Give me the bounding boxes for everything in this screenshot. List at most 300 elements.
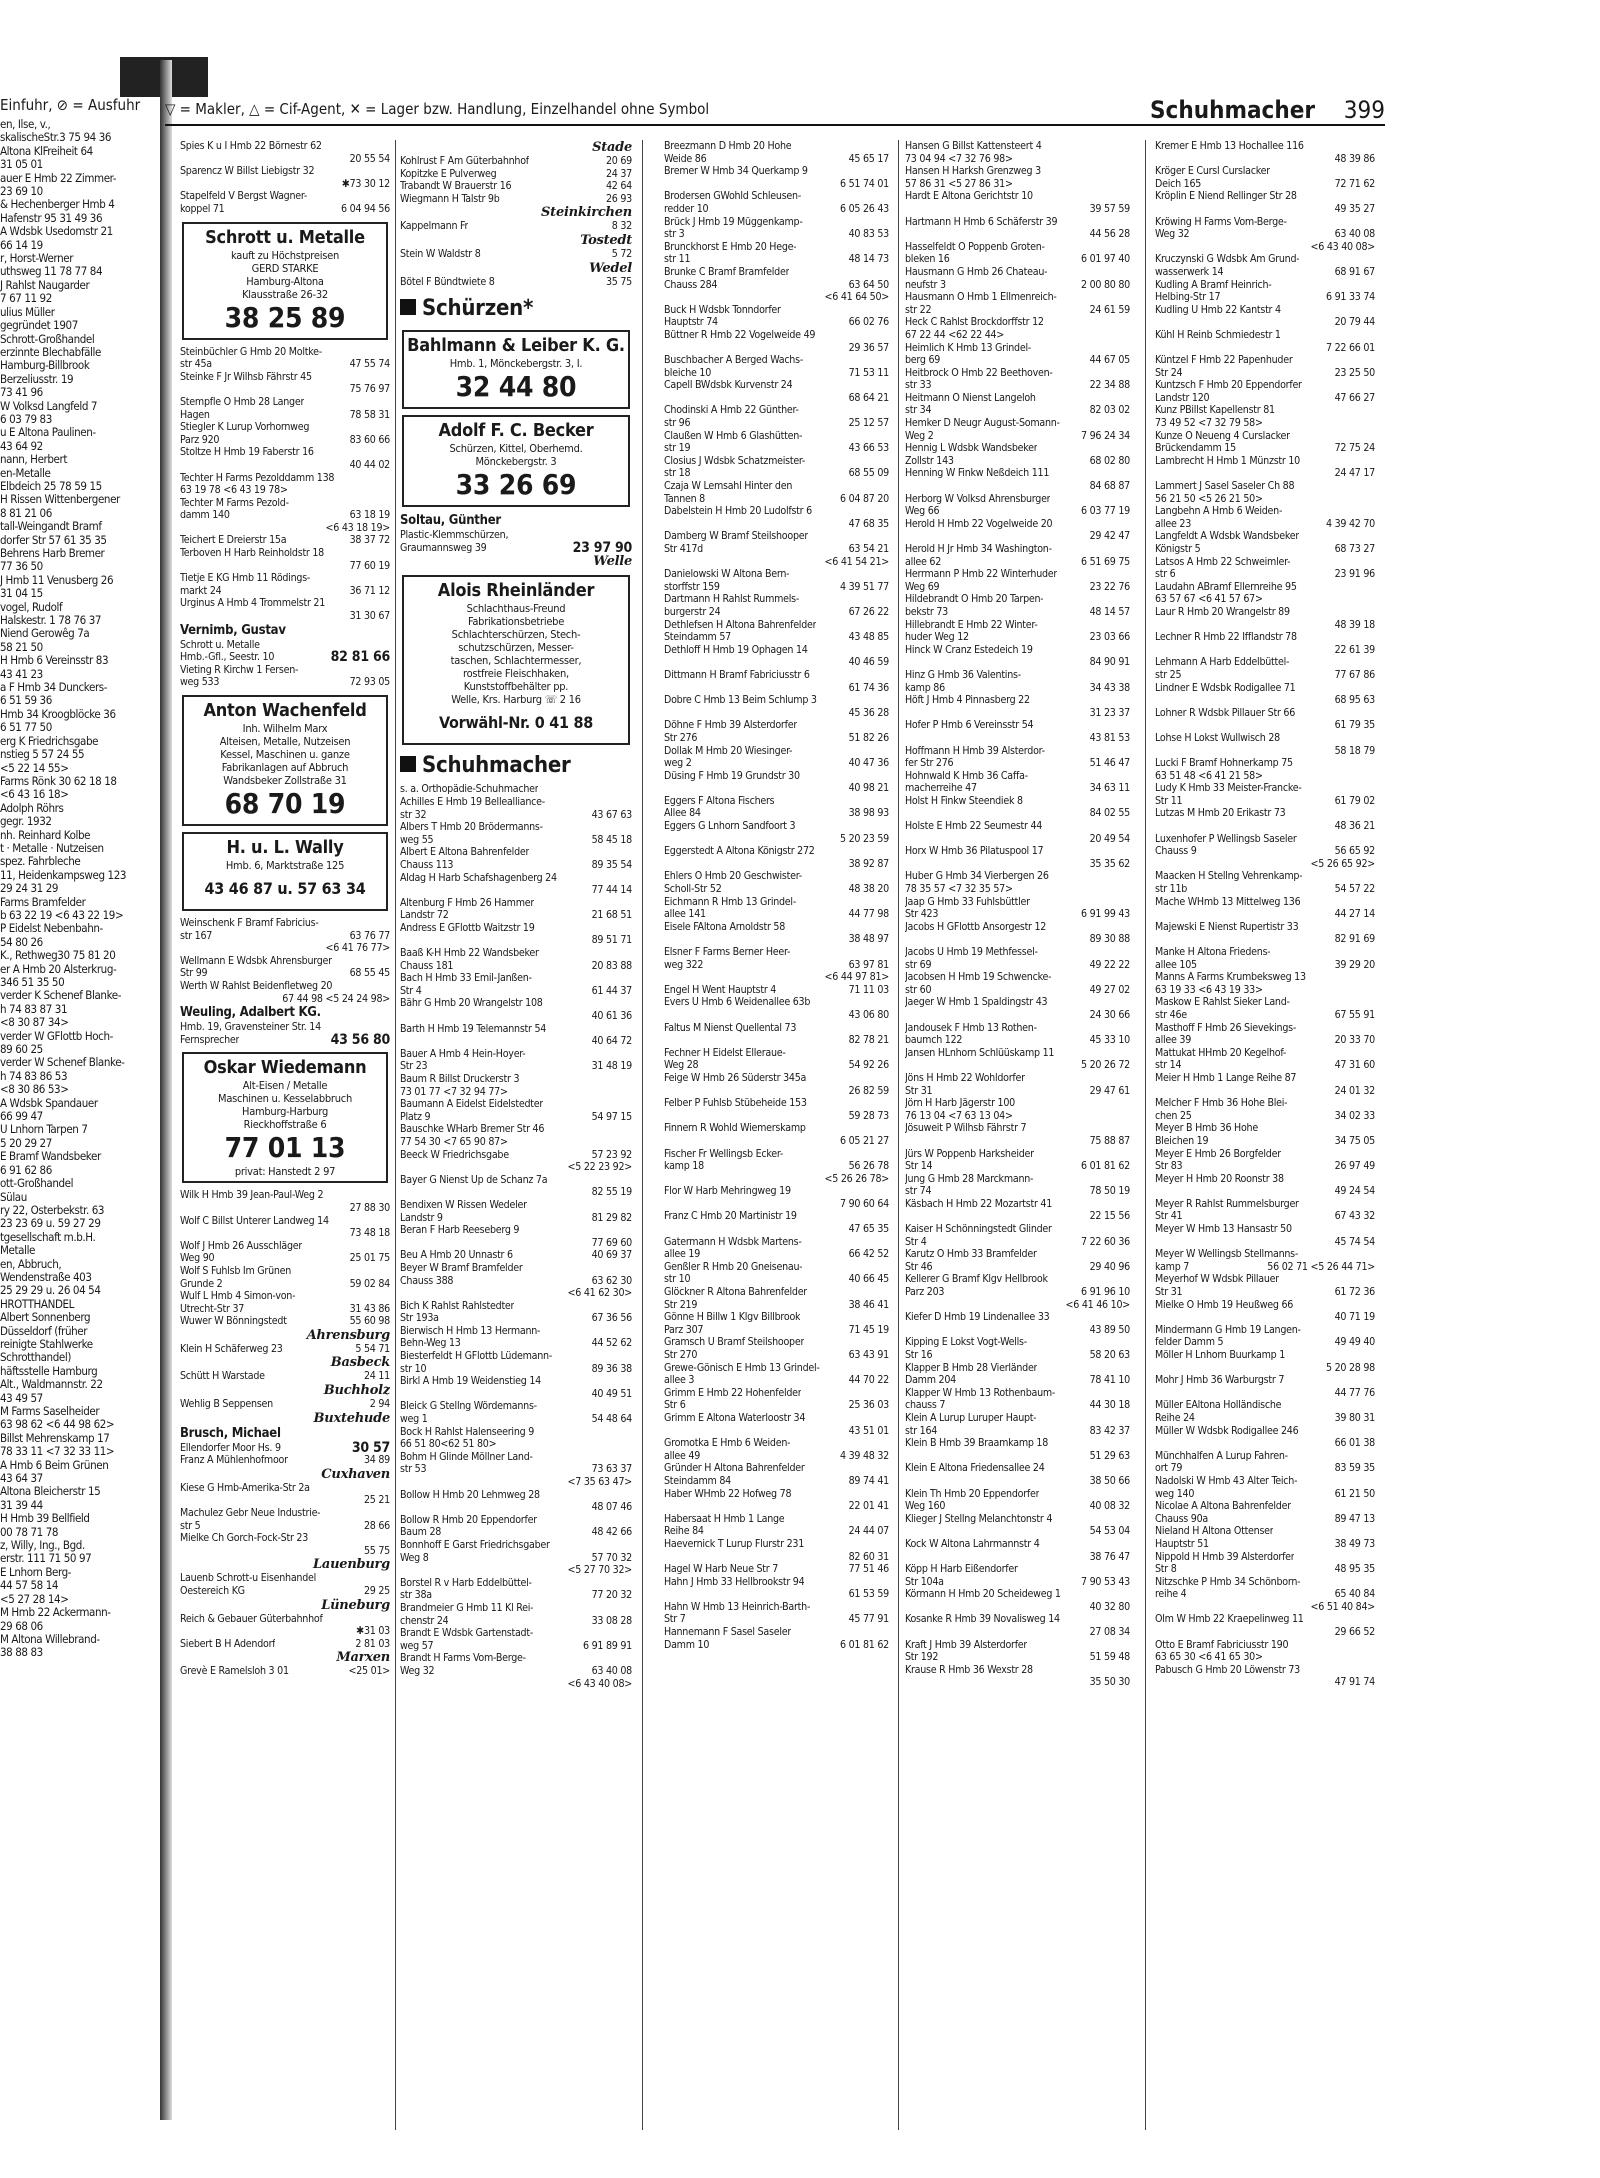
listing-phone [1126,140,1130,153]
listing-entry [905,216,1130,229]
listing-name: Lehmann A Harb Eddelbüttel- [1155,656,1290,669]
listing-entry [905,178,1130,191]
book-gutter [160,60,172,2120]
listing-phone [885,1311,889,1324]
listing-entry [664,1626,889,1639]
listing-phone: 63 97 81 [848,958,889,971]
listing-phone: 77 60 19 [349,559,390,572]
listing-name: Buschbacher A Berged Wachs- [664,354,804,367]
listing-entry [180,1189,390,1202]
listing-name: allee 49 [664,1449,701,1462]
listing-entry [905,1034,1130,1047]
listing-phone: 38 50 66 [1089,1474,1130,1487]
ad-text: rostfreie Fleischhaken, [463,667,569,681]
listing-entry [1155,1551,1375,1564]
listing-phone [1126,644,1130,657]
listing-name: str 164 [905,1424,938,1437]
listing-phone [1371,216,1375,229]
listing-phone [1126,870,1130,883]
facing-page-line: 7 67 11 92 [0,291,52,306]
listing-phone: 49 22 22 [1089,958,1130,971]
listing-phone [628,1086,632,1099]
listing-name: allee 3 [664,1374,695,1387]
listing-name: Albers T Hmb 20 Brödermanns- [400,821,543,834]
listing-name: Schrott u. Metalle [180,638,260,651]
listing-name: Str 16 [905,1349,933,1361]
listing-name: Gönne H Billw 1 Klgv Billbrook [664,1311,801,1324]
listing-entry [400,1300,632,1313]
listing-phone: 89 35 54 [591,858,632,871]
listing-entry [905,921,1130,934]
listing-name: Hansen H Harksh Grenzweg 3 [905,165,1041,178]
listing-phone [1126,1273,1130,1286]
listing-entry [905,619,1130,632]
listing-entry [1155,1160,1375,1173]
listing-name: Evers U Hmb 6 Weidenallee 63b [664,996,811,1009]
listing-name: Jösuweit P Wilhsb Fährstr 7 [905,1122,1027,1135]
listing-phone [386,955,390,968]
listing-name: Sparencz W Billst Liebigstr 32 [180,165,315,178]
listing-phone: 72 71 62 [1334,177,1375,190]
listing-phone: 44 56 28 [1089,228,1130,241]
listing-phone [386,1240,390,1253]
listing-phone: <6 41 76 77> [325,942,390,955]
listing-entry [1155,656,1375,669]
listing-name: Nitzschke P Hmb 34 Schönborn- [1155,1575,1301,1588]
listing-phone [1371,1248,1375,1261]
listing-name: Weg 32 [1155,228,1190,241]
listing-name: Weinschenk F Bramf Fabricius- [180,917,319,929]
listing-phone: 40 98 21 [848,782,889,795]
town-heading: Cuxhaven [321,1466,390,1482]
listing-name: str 46e [1155,1008,1187,1021]
listing-name: Chauss 388 [400,1274,454,1287]
listing-entry [905,241,1130,254]
listing-entry [905,480,1130,493]
listing-entry [664,1085,889,1098]
listing-entry [1155,1009,1375,1022]
listing-phone [628,997,632,1010]
listing-phone: 49 24 54 [1334,1185,1375,1198]
listing-entry [664,1425,889,1438]
listing-entry [664,770,889,783]
listing-entry [664,1576,889,1589]
listing-name: Wolf C Billst Unterer Landweg 14 [180,1214,329,1227]
listing-phone [1126,493,1130,506]
listing-name: Jandousek F Hmb 13 Rothen- [905,1021,1037,1034]
listing-phone: 40 66 45 [848,1273,889,1286]
listing-phone [386,446,390,459]
listing-name: Genßler R Hmb 20 Gneisenau- [664,1260,803,1273]
listing-phone [1371,1475,1375,1488]
advertisement-box [182,695,388,826]
listing-entry [905,530,1130,543]
listing-entry [905,442,1130,455]
listing-name: chauss 7 [905,1399,946,1412]
listing-phone [885,996,889,1009]
listing-entry [905,707,1130,720]
ad-phone: 38 25 89 [224,300,346,334]
listing-phone [386,396,390,409]
listing-name: Hartmann H Hmb 6 Schäferstr 39 [905,215,1058,228]
listing-entry [1155,1462,1375,1475]
listing-phone: 38 98 93 [848,807,889,820]
town-heading: Tostedt [580,232,632,248]
listing-entry [664,442,889,455]
listing-name: Bohm H Glinde Möllner Land- [400,1450,533,1463]
listing-phone: 6 03 77 19 [1080,505,1130,518]
listing-entry [400,872,632,885]
listing-entry [905,556,1130,569]
listing-phone [1371,1551,1375,1564]
town-heading: Steinkirchen [541,205,632,221]
listing-name: Franz C Hmb 20 Martinistr 19 [664,1210,797,1223]
listing-name: huder Weg 12 [905,631,969,644]
facing-page-line: r, Horst-Werner [0,251,74,266]
facing-page-line: Düsseldorf (früher [0,1323,88,1338]
listing-phone [1371,996,1375,1009]
listing-entry [1155,782,1375,795]
listing-entry [664,1437,889,1450]
listing-phone [1126,669,1130,682]
listing-entry [664,1588,889,1601]
town-heading: Welle [593,554,632,570]
listing-phone [1126,820,1130,833]
listing-name: Döhne F Hmb 39 Alsterdorfer [664,719,797,732]
listing-entry [664,1148,889,1161]
listing-phone: 38 92 87 [848,857,889,870]
listing-phone [1371,329,1375,342]
listing-name: Platz 9 [400,1110,431,1123]
listing-entry [180,664,390,677]
listing-entry [1155,1563,1375,1576]
listing-name: Helbing-Str 17 [1155,291,1221,304]
listing-phone: 66 02 76 [848,316,889,329]
listing-name: Czaja W Lemsahl Hinter den [664,480,793,493]
listing-entry [1155,1059,1375,1072]
listing-name: Baum R Billst Druckerstr 3 [400,1073,520,1085]
listing-name: Steinbüchler G Hmb 20 Moltke- [180,345,322,358]
town-heading: Wedel [589,260,632,276]
listing-name: Fechner H Eidelst Elleraue- [664,1046,786,1059]
listing-phone [628,1577,632,1590]
listing-name: Kock W Altona Lahrmannstr 4 [905,1537,1040,1550]
listing-phone [1371,1500,1375,1513]
ad-text: Kunststoffbehälter pp. [463,680,569,694]
listing-entry [905,1664,1130,1677]
listing-entry [180,610,390,623]
bold-listing-name: Soltau, Günther [400,513,501,529]
listing-entry [905,1336,1130,1349]
ad-title: H. u. L. Wally [226,837,344,858]
listing-entry [1155,342,1375,355]
listing-entry [905,329,1130,342]
listing-entry [664,1601,889,1614]
listing-phone: 24 30 66 [1089,1008,1130,1021]
listing-phone: <6 43 40 08> [567,1677,632,1690]
facing-page-line: en, Abbruch, [0,1256,62,1271]
listing-entry [400,1312,632,1325]
listing-entry [905,807,1130,820]
listing-entry [664,253,889,266]
listing-phone [1126,266,1130,279]
listing-phone [885,455,889,468]
facing-page-line: Albert Sonnenberg [0,1310,91,1325]
listing-phone: 82 55 19 [591,1186,632,1199]
listing-name: Kuntzsch F Hmb 20 Eppendorfer [1155,379,1302,392]
column-rule [1145,140,1146,2130]
facing-page-line: häftsstelle Hamburg [0,1363,98,1378]
listing-phone [628,922,632,935]
listing-entry [400,1174,632,1187]
facing-page-line: Elbdeich 25 78 59 15 [0,478,102,493]
listing-phone [386,165,390,178]
listing-entry [664,807,889,820]
listing-phone: 44 77 76 [1334,1386,1375,1399]
listing-entry [905,1513,1130,1526]
listing-phone: 71 11 03 [848,983,889,996]
listing-phone: 61 79 35 [1334,719,1375,732]
heading-square-icon [400,756,416,772]
category-heading [400,751,632,781]
listing-phone [1126,593,1130,606]
listing-entry [1155,1122,1375,1135]
listing-phone: 25 36 03 [848,1399,889,1412]
ad-text: Rieckhoffstraße 6 [243,1118,327,1132]
facing-page-line: Wendenstraße 403 [0,1269,92,1284]
listing-entry [664,165,889,178]
listing-entry [1155,1450,1375,1463]
listing-phone: 40 46 59 [848,656,889,669]
listing-name: Altenburg F Hmb 26 Hammer [400,896,535,909]
listing-phone: 34 02 33 [1334,1109,1375,1122]
listing-name: Kröger E Cursl Curslacker [1155,165,1270,178]
listing-entry [664,707,889,720]
listing-phone: 6 91 33 74 [1325,291,1375,304]
listing-entry [1155,518,1375,531]
listing-phone: 4 39 51 77 [839,580,889,593]
listing-name: Parz 920 [180,433,220,446]
listing-phone [386,472,390,485]
facing-page-line: Hamburg-Billbrook [0,358,90,373]
listing-entry [180,165,390,178]
listing-phone: 48 39 18 [1334,618,1375,631]
listing-phone: 55 60 98 [349,1315,390,1328]
listing-entry [664,971,889,984]
listing-name: Danielowski W Altona Bern- [664,568,790,581]
facing-page-line: er A Hmb 20 Alsterkrug- [0,961,117,976]
listing-entry [664,1173,889,1186]
listing-name: burgerstr 24 [664,605,721,618]
listing-entry [664,417,889,430]
listing-name: weg 322 [664,958,704,971]
listing-name: str 74 [905,1185,932,1198]
bold-listing-name: Brusch, Michael [180,1425,281,1441]
listing-name: 63 19 33 <6 43 19 33> [1155,983,1263,996]
listing-phone [885,329,889,342]
listing-phone [386,917,390,930]
listing-entry [1155,870,1375,883]
listing-name: Laudahn ABramf Ellernreihe 95 [1155,580,1297,593]
listing-entry [664,153,889,166]
listing-entry [905,1475,1130,1488]
listing-entry [1155,480,1375,493]
listing-name: Str 6 [664,1399,686,1412]
listing-entry [905,959,1130,972]
listing-phone: 61 44 37 [591,984,632,997]
listing-name: Möller H Lnhorn Buurkamp 1 [1155,1349,1286,1361]
listing-entry [664,530,889,543]
listing-name: Jöns H Hmb 22 Wohldorfer [905,1071,1025,1084]
listing-name: Deich 165 [1155,177,1202,190]
listing-entry [664,719,889,732]
listing-name: Bollow R Hmb 20 Eppendorfer [400,1513,537,1526]
listing-phone: 48 38 20 [848,883,889,896]
listing-name: Maskow E Rahlst Sieker Land- [1155,996,1290,1009]
listing-entry [400,276,632,289]
listing-name: Closius J Wdsbk Schatzmeister- [664,454,806,467]
listing-entry [180,1572,390,1585]
listing-entry [180,1031,390,1048]
listing-entry [905,581,1130,594]
listing-name: redder 10 [664,202,709,215]
listing-phone [1126,745,1130,758]
listing-phone [1371,480,1375,493]
listing-phone [386,1215,390,1228]
listing-entry [905,1248,1130,1261]
listing-name: Kremer E Hmb 13 Hochallee 116 [1155,140,1304,152]
facing-page-line: U Lnhorn Tarpen 7 [0,1122,88,1137]
listing-phone [885,190,889,203]
listing-phone [885,530,889,543]
listing-name: Jacobs H GFlottb Ansorgestr 12 [905,920,1047,933]
listing-name: Lambrecht H Hmb 1 Münzstr 10 [1155,454,1300,467]
listing-entry [400,1224,632,1237]
listing-name: wasserwerk 14 [1155,265,1224,278]
listing-name: Weg 160 [905,1500,946,1513]
listing-name: Werth W Rahlst Beidenfletweg 20 [180,979,333,992]
facing-page-line: 58 21 50 [0,639,43,654]
listing-phone [885,669,889,682]
listing-phone [1126,342,1130,355]
listing-phone [1371,896,1375,909]
listing-name: Horx W Hmb 36 Pilatuspool 17 [905,845,1044,858]
listing-phone [628,783,632,796]
listing-name: Köpp H Harb Eißendorfer [905,1563,1018,1576]
facing-page-line: nann, Herbert [0,452,68,467]
listing-phone [885,1488,889,1501]
listing-phone: 47 65 35 [848,1223,889,1236]
listing-entry [905,1022,1130,1035]
listing-name: Bähr G Hmb 20 Wrangelstr 108 [400,997,543,1010]
listing-phone: 38 76 47 [1089,1550,1130,1563]
listing-entry [664,392,889,405]
listing-phone [885,1626,889,1639]
listing-name: Hauptstr 74 [664,316,718,329]
listing-name: Bock H Rahlst Halenseering 9 [400,1425,535,1438]
listing-entry [905,190,1130,203]
listing-name: Engel H Went Hauptstr 4 [664,983,777,996]
listing-entry [180,1507,390,1520]
listing-name: Jürs W Poppenb Harksheider [905,1147,1034,1160]
listing-phone: 6 91 99 43 [1080,908,1130,921]
listing-phone: <25 01> [348,1665,390,1678]
facing-page-line: P Eidelst Nebenbahn- [0,921,103,936]
listing-entry [180,585,390,598]
listing-name: Grimm E Altona Waterloostr 34 [664,1411,806,1424]
listing-entry [1155,719,1375,732]
listing-name: Meyer H Hmb 20 Roonstr 38 [1155,1172,1284,1185]
facing-page-line: J Rahlst Naugarder [0,277,90,292]
listing-phone [885,921,889,934]
ad-text: Kessel, Maschinen u. ganze [220,748,350,761]
facing-page-line: ry 22, Osterbekstr. 63 [0,1202,105,1217]
listing-entry [400,1161,632,1174]
listing-phone: 51 82 26 [848,731,889,744]
listing-entry [180,1370,390,1383]
listing-phone: 66 42 52 [848,1248,889,1261]
listing-phone [1126,1110,1130,1123]
listing-name: Oestereich KG [180,1585,245,1597]
listing-name: Damm 204 [905,1374,956,1387]
listing-phone: 82 03 02 [1089,404,1130,417]
listing-phone: 56 02 71 <5 26 44 71> [1267,1260,1375,1273]
listing-entry [400,1640,632,1653]
listing-name: Jörn H Harb Jägerstr 100 [905,1097,1015,1110]
listing-entry [664,795,889,808]
listing-phone [885,1513,889,1526]
listing-name: Str 83 [1155,1160,1183,1173]
listing-name: Mohr J Hmb 36 Warburgstr 7 [1155,1374,1285,1387]
listing-name: Pabusch G Hmb 20 Löwenstr 73 [1155,1663,1300,1676]
listing-phone: 20 49 54 [1089,832,1130,845]
listing-entry [180,1613,390,1626]
listing-phone: 45 77 91 [848,1613,889,1626]
listing-phone: <5 26 65 92> [1310,857,1375,870]
listing-phone: 22 61 39 [1334,643,1375,656]
listing-entry [400,934,632,947]
listing-name: Stoltze H Hmb 19 Faberstr 16 [180,446,314,459]
listing-entry [400,1023,632,1036]
listing-phone [885,745,889,758]
listing-phone: 77 69 60 [591,1236,632,1249]
listing-phone [628,1073,632,1086]
listing-entry [664,1475,889,1488]
listing-entry [1155,1261,1375,1274]
listing-name: Eggers G Lnhorn Sandfoort 3 [664,820,796,833]
listing-phone [885,1185,889,1198]
facing-page-line: reinigte Stahlwerke [0,1336,93,1351]
listing-name: Masthoff F Hmb 26 Sievekings- [1155,1021,1297,1034]
listing-name: Eggerstedt A Altona Königstr 272 [664,845,815,858]
listing-name: Str 4 [400,984,422,997]
listing-entry [1155,1588,1375,1601]
listing-phone [1126,971,1130,984]
facing-page-line: J Hmb 11 Venusberg 26 [0,572,114,587]
listing-phone: 27 08 34 [1089,1626,1130,1639]
listing-name: Bauschke WHarb Bremer Str 46 [400,1123,545,1136]
listing-phone: 24 47 17 [1334,467,1375,480]
listing-entry [1155,1173,1375,1186]
listing-entry [180,522,390,535]
listing-phone: 78 50 19 [1089,1185,1130,1198]
listing-name: Plastic-Klemmschürzen, [400,529,509,542]
listing-entry [905,795,1130,808]
listing-entry [1155,631,1375,644]
listing-phone [885,820,889,833]
listing-entry [905,606,1130,619]
listing-name: Wilk H Hmb 39 Jean-Paul-Weg 2 [180,1189,324,1202]
